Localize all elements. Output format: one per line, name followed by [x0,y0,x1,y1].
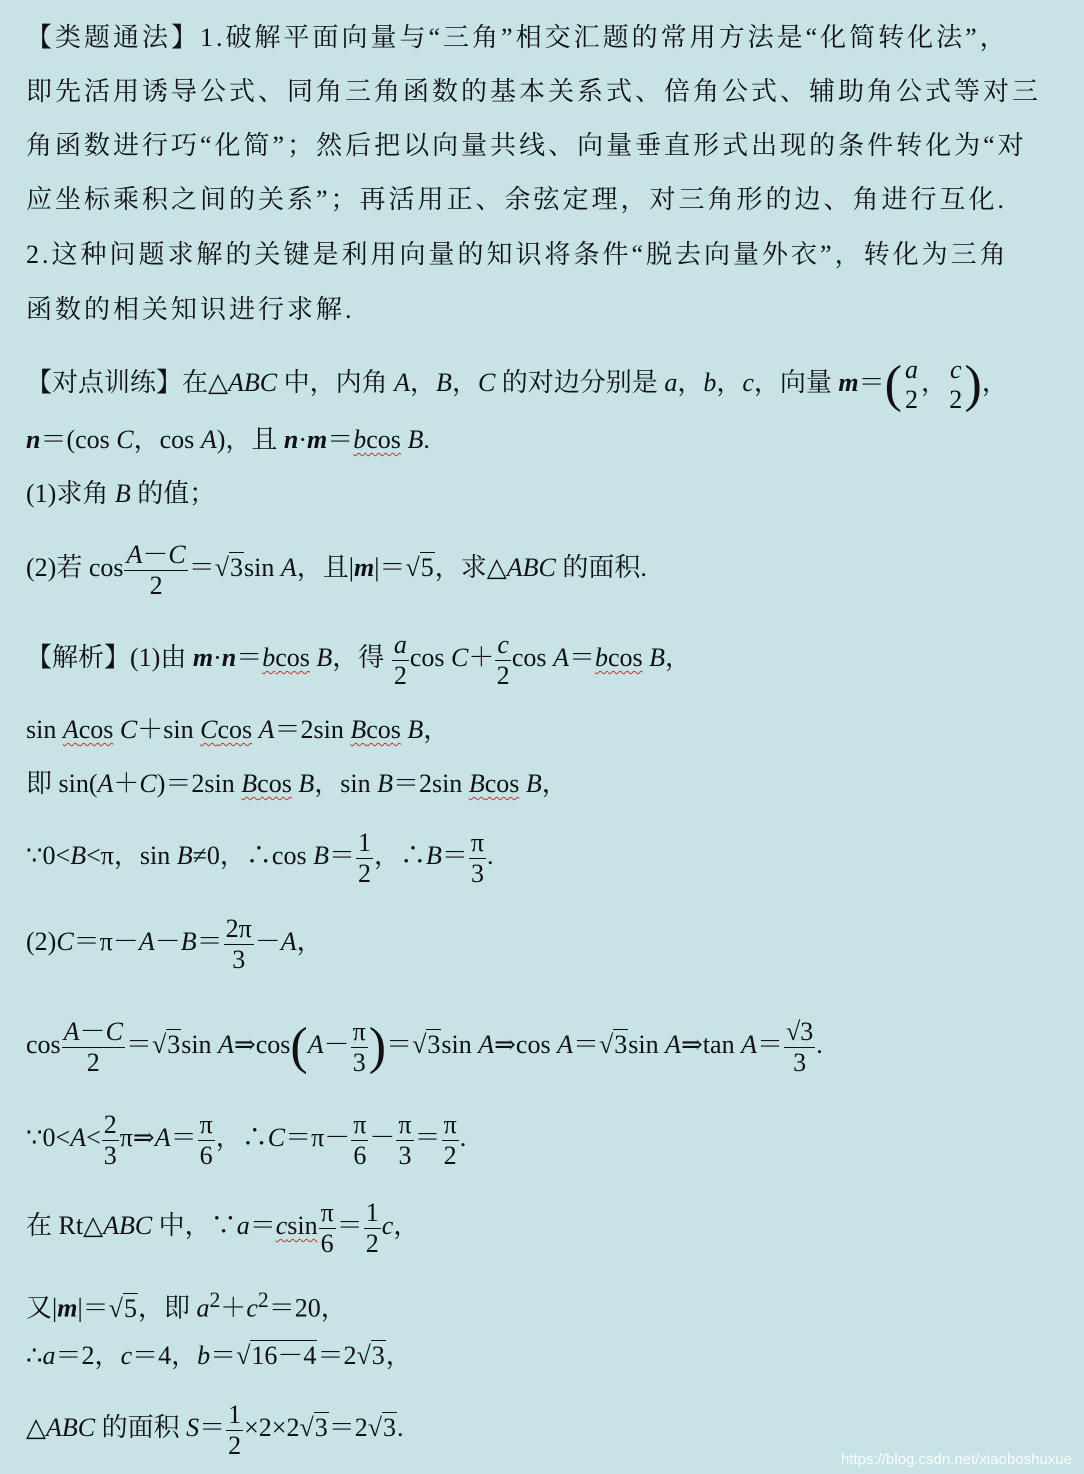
method-line-5: 2.这种问题求解的关键是利用向量的知识将条件“脱去向量外衣”，转化为三角 [26,240,1009,269]
method-line-3: 角函数进行巧“化简”；然后把以向量共线、向量垂直形式出现的条件转化为“对 [26,131,1027,160]
solution-line-11: △ABC 的面积 S＝ $\frac{1}{2}$ ×2×2√3＝2√3. [26,1399,404,1460]
solution-line-8: 在 Rt△ABC 中，∵a＝csin $\frac{\pi}{6}$ ＝ $\frac{1}{2}$ c， [26,1197,420,1258]
method-line-6: 函数的相关知识进行求解. [26,295,355,324]
method-line-1: 【类题通法】1.破解平面向量与“三角”相交汇题的常用方法是“化简转化法”， [26,23,1009,52]
question-1: (1)求角 B 的值； [26,479,216,508]
solution-line-9: 又|m|＝√5，即 $a^2+c^2=20$， [26,1288,347,1323]
question-2: (2)若 cos $\frac{A-C}{2}$ ＝√3sin A，且|m|＝√5，求△ABC 的面积. [26,539,647,600]
solution-line-10: ∴a＝2，c＝4，b＝√16－4＝2√3， [26,1341,412,1370]
solution-line-1: 【解析】(1)由 m·n＝bcos B，得 $\frac{a}{2}$ cos C＋ $\frac{c}{2}$ cos A＝bcos B， [26,629,692,690]
method-line-4: 应坐标乘积之间的关系”；再活用正、余弦定理，对三角形的边、角进行互化. [26,185,1008,214]
solution-line-4: ∵0<B<π，sin B≠0，∴cos B＝ $\frac{1}{2}$ ，∴B＝ $\frac{\pi}{3}$ . [26,827,494,888]
training-label: 【对点训练】 [26,368,183,397]
training-line-1: 【对点训练】在△ABC 中，内角 A，B，C 的对边分别是 a，b，c，向量 m＝( a 2 ， c 2 )， [26,355,1008,415]
solution-line-6: cos $\frac{A-C}{2}$ ＝√3sin A⇒cos(A－ $\frac{\pi}{3}$ )＝√3sin A⇒cos A＝√3sin A⇒tan A＝ $\frac{√3}{3}$ . [26,1016,823,1077]
solution-label: 【解析】 [26,643,131,672]
watermark: https://blog.csdn.net/xiaoboshuxue [841,1451,1072,1468]
solution-line-3: 即 sin(A＋C)＝2sin Bcos B，sin B＝2sin Bcos B， [26,769,568,798]
method-line-2: 即先活用诱导公式、同角三角函数的基本关系式、倍角公式、辅助角公式等对三 [26,77,1042,106]
training-line-2: n＝(cos C，cos A)，且 n·m＝bcos B. [26,425,430,454]
solution-line-5: (2)C＝π－A－B＝ $\frac{2\pi}{3}$ －A， [26,913,323,974]
method-label: 【类题通法】 [26,23,201,52]
solution-line-7: ∵0<A< $\frac{2}{3}$ π⇒A＝ $\frac{\pi}{6}$ ，∴C＝π－ $\frac{\pi}{6}$ － $\frac{\pi}{3}$ ＝ $\frac{\pi}{2}$ . [26,1109,467,1170]
solution-line-2: sin Acos C＋sin Ccos A＝2sin Bcos B， [26,715,450,744]
